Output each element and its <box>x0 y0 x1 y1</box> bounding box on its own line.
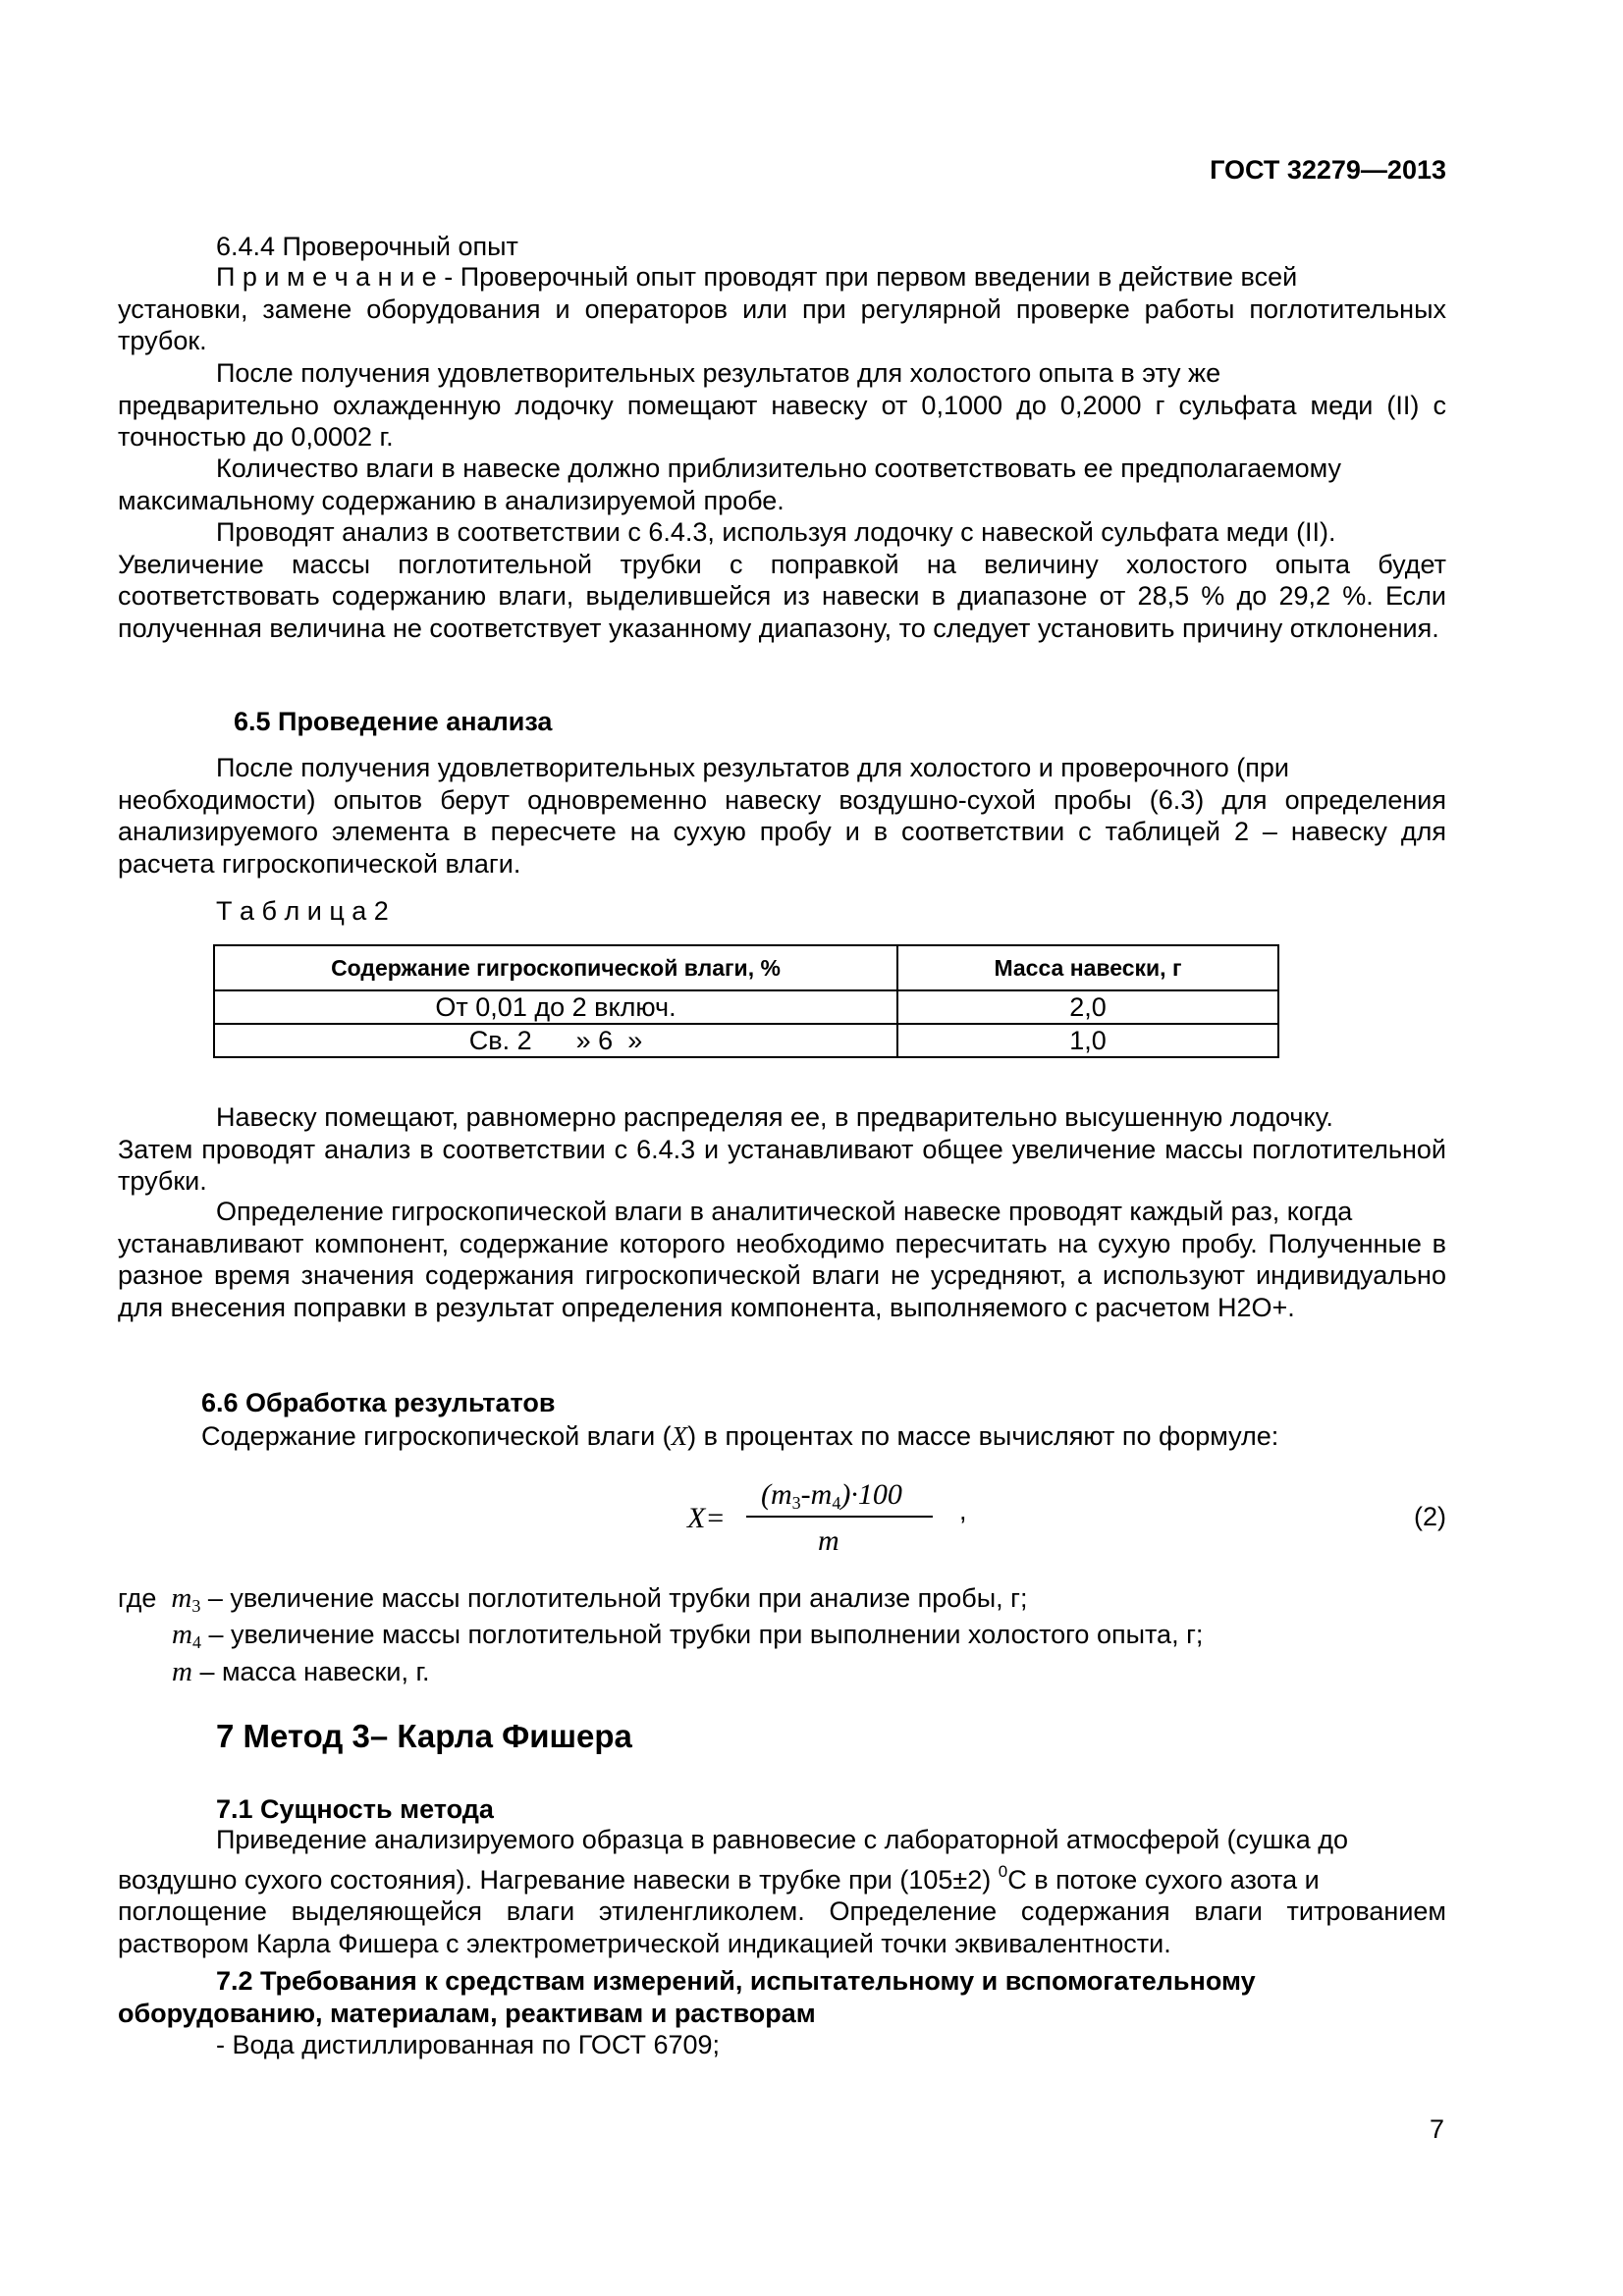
note-first-line: - Проверочный опыт проводят при первом введении в действие всей <box>436 262 1298 292</box>
note-rest: установки, замене оборудования и операторов или при регулярной проверке работы поглотительных трубок. <box>118 294 1446 355</box>
symbol-sub4: 4 <box>191 1632 201 1652</box>
paragraph-71-line2-before: воздушно сухого состояния). Нагревание навески в трубке при (105±2) <box>118 1864 999 1895</box>
num-close: )·100 <box>840 1478 902 1511</box>
degree-sup: 0 <box>998 1861 1008 1881</box>
section-6-6-heading: 6.6 Обработка результатов <box>201 1388 556 1417</box>
section-7-2-heading-rest: оборудованию, материалам, реактивам и растворам <box>118 1998 816 2028</box>
formula-denominator: m <box>818 1524 839 1557</box>
section-7-1-heading: 7.1 Сущность метода <box>216 1794 494 1824</box>
list-item-water: - Вода дистиллированная по ГОСТ 6709; <box>216 2030 721 2059</box>
paragraph-644-3-rest: Увеличение массы поглотительной трубки с поправкой на величину холостого опыта будет соответствовать содержанию влаги, выделившейся из навески в диапазоне от 28,5 % до 29,2 %. Если полученная величина не соответствует указанному диапазону, то следует установить причину отклонения. <box>118 549 1446 643</box>
num-minus: - <box>800 1478 811 1511</box>
symbol-sub3: 3 <box>191 1596 201 1616</box>
formula-numerator <box>761 1478 902 1514</box>
paragraph-71-rest: поглощение выделяющейся влаги этиленгликолем. Определение содержания влаги титрованием раствором Карла Фишера с электрометрической индикацией точки эквивалентности. <box>118 1896 1446 1958</box>
section-7-2-heading-first: 7.2 Требования к средствам измерений, испытательному и вспомогательному <box>216 1966 1256 1996</box>
paragraph-65-2-rest: Затем проводят анализ в соответствии с 6.4.3 и устанавливают общее увеличение массы поглотительной трубки. <box>118 1134 1446 1196</box>
table-cell: От 0,01 до 2 включ. <box>214 990 897 1024</box>
note-paragraph <box>118 261 1446 357</box>
table-cell: 1,0 <box>897 1024 1278 1057</box>
num-m3: m <box>771 1478 792 1511</box>
fraction-bar <box>746 1516 933 1518</box>
table-cell: Св. 2 » 6 » <box>214 1024 897 1057</box>
where-3-text: – масса навески, г. <box>191 1657 430 1686</box>
standard-number: ГОСТ 32279—2013 <box>1210 155 1446 185</box>
paragraph-65-1-first: После получения удовлетворительных результатов для холостого и проверочного (при <box>216 753 1289 782</box>
variable-x: X <box>671 1421 688 1451</box>
num-sub3: 3 <box>791 1493 801 1513</box>
where-label: где <box>118 1583 157 1613</box>
paragraph-65-3-rest: устанавливают компонент, содержание которого необходимо пересчитать на сухую пробу. Полученные в разное время значения содержания гигроскопической влаги не усредняют, а используют индивидуально для внесения поправки в результат определения компонента, выполняемого с расчетом Н2О+. <box>118 1228 1446 1322</box>
where-2-text: – увеличение массы поглотительной трубки при выполнении холостого опыта, г; <box>200 1620 1204 1649</box>
paragraph-644-3 <box>118 516 1446 644</box>
table-row <box>214 1024 1278 1057</box>
where-line-1 <box>118 1582 1028 1617</box>
table-header-row <box>214 945 1278 990</box>
formula-lhs: X= <box>687 1502 726 1534</box>
table-row <box>214 990 1278 1024</box>
note-label: П р и м е ч а н и е <box>216 262 437 292</box>
section-6-4-4-title: 6.4.4 Проверочный опыт <box>216 232 518 261</box>
paragraph-644-1 <box>118 357 1446 454</box>
num-open: ( <box>761 1478 771 1511</box>
paragraph-65-3-first: Определение гигроскопической влаги в аналитической навеске проводят каждый раз, когда <box>216 1197 1353 1226</box>
section-6-5-heading: 6.5 Проведение анализа <box>234 707 553 736</box>
paragraph-71-line2 <box>118 1856 1446 1896</box>
table-caption: Т а б л и ц а 2 <box>216 896 389 926</box>
paragraph-65-3 <box>118 1196 1446 1323</box>
page-number: 7 <box>1429 2114 1444 2144</box>
paragraph-65-1-rest: необходимости) опытов берут одновременно навеску воздушно-сухой пробы (6.3) для определения анализируемого элемента в пересчете на сухую пробу и в соответствии с таблицей 2 – навеску для расчета гигроскопической влаги. <box>118 784 1446 879</box>
formula-intro-before: Содержание гигроскопической влаги ( <box>201 1421 672 1451</box>
paragraph-644-2-rest: максимальному содержанию в анализируемой пробе. <box>118 485 784 515</box>
where-1-text: – увеличение массы поглотительной трубки при анализе пробы, г; <box>200 1583 1028 1613</box>
paragraph-65-2 <box>118 1101 1446 1198</box>
table-2 <box>213 944 1279 1058</box>
paragraph-71-first: Приведение анализируемого образца в равновесие с лабораторной атмосферой (сушка до <box>216 1825 1348 1854</box>
section-7-2-heading <box>118 1965 1446 2029</box>
symbol-m4 <box>172 1619 201 1650</box>
formula-comma: , <box>959 1496 967 1525</box>
formula-intro-after: ) в процентах по массе вычисляют по формуле: <box>687 1421 1279 1451</box>
paragraph-644-2-first: Количество влаги в навеске должно приблизительно соответствовать ее предполагаемому <box>216 454 1342 483</box>
where-line-2 <box>172 1619 1203 1653</box>
num-m4: m <box>810 1478 833 1511</box>
paragraph-644-2 <box>118 453 1446 516</box>
paragraph-71 <box>118 1824 1446 1959</box>
num-sub4: 4 <box>832 1493 841 1513</box>
table-header-mass: Масса навески, г <box>897 945 1278 990</box>
formula-intro <box>201 1421 1278 1452</box>
paragraph-65-1 <box>118 752 1446 880</box>
paragraph-65-2-first: Навеску помещают, равномерно распределяя ее, в предварительно высушенную лодочку. <box>216 1102 1333 1132</box>
paragraph-71-line2-after: С в потоке сухого азота и <box>1007 1864 1320 1895</box>
symbol-m: m <box>171 1582 192 1614</box>
symbol-m: m <box>172 1619 192 1650</box>
section-7-heading: 7 Метод 3– Карла Фишера <box>216 1718 632 1754</box>
formula-number: (2) <box>1414 1502 1446 1531</box>
table-header-moisture: Содержание гигроскопической влаги, % <box>214 945 897 990</box>
paragraph-644-3-first: Проводят анализ в соответствии с 6.4.3, используя лодочку с навеской сульфата меди (II). <box>216 517 1336 547</box>
symbol-m-mass: m <box>172 1656 192 1687</box>
paragraph-644-1-first: После получения удовлетворительных результатов для холостого опыта в эту же <box>216 358 1221 388</box>
symbol-m3 <box>171 1582 200 1614</box>
where-line-3 <box>172 1656 430 1688</box>
table-cell: 2,0 <box>897 990 1278 1024</box>
paragraph-644-1-rest: предварительно охлажденную лодочку помещают навеску от 0,1000 до 0,2000 г сульфата меди (II) с точностью до 0,0002 г. <box>118 390 1446 452</box>
